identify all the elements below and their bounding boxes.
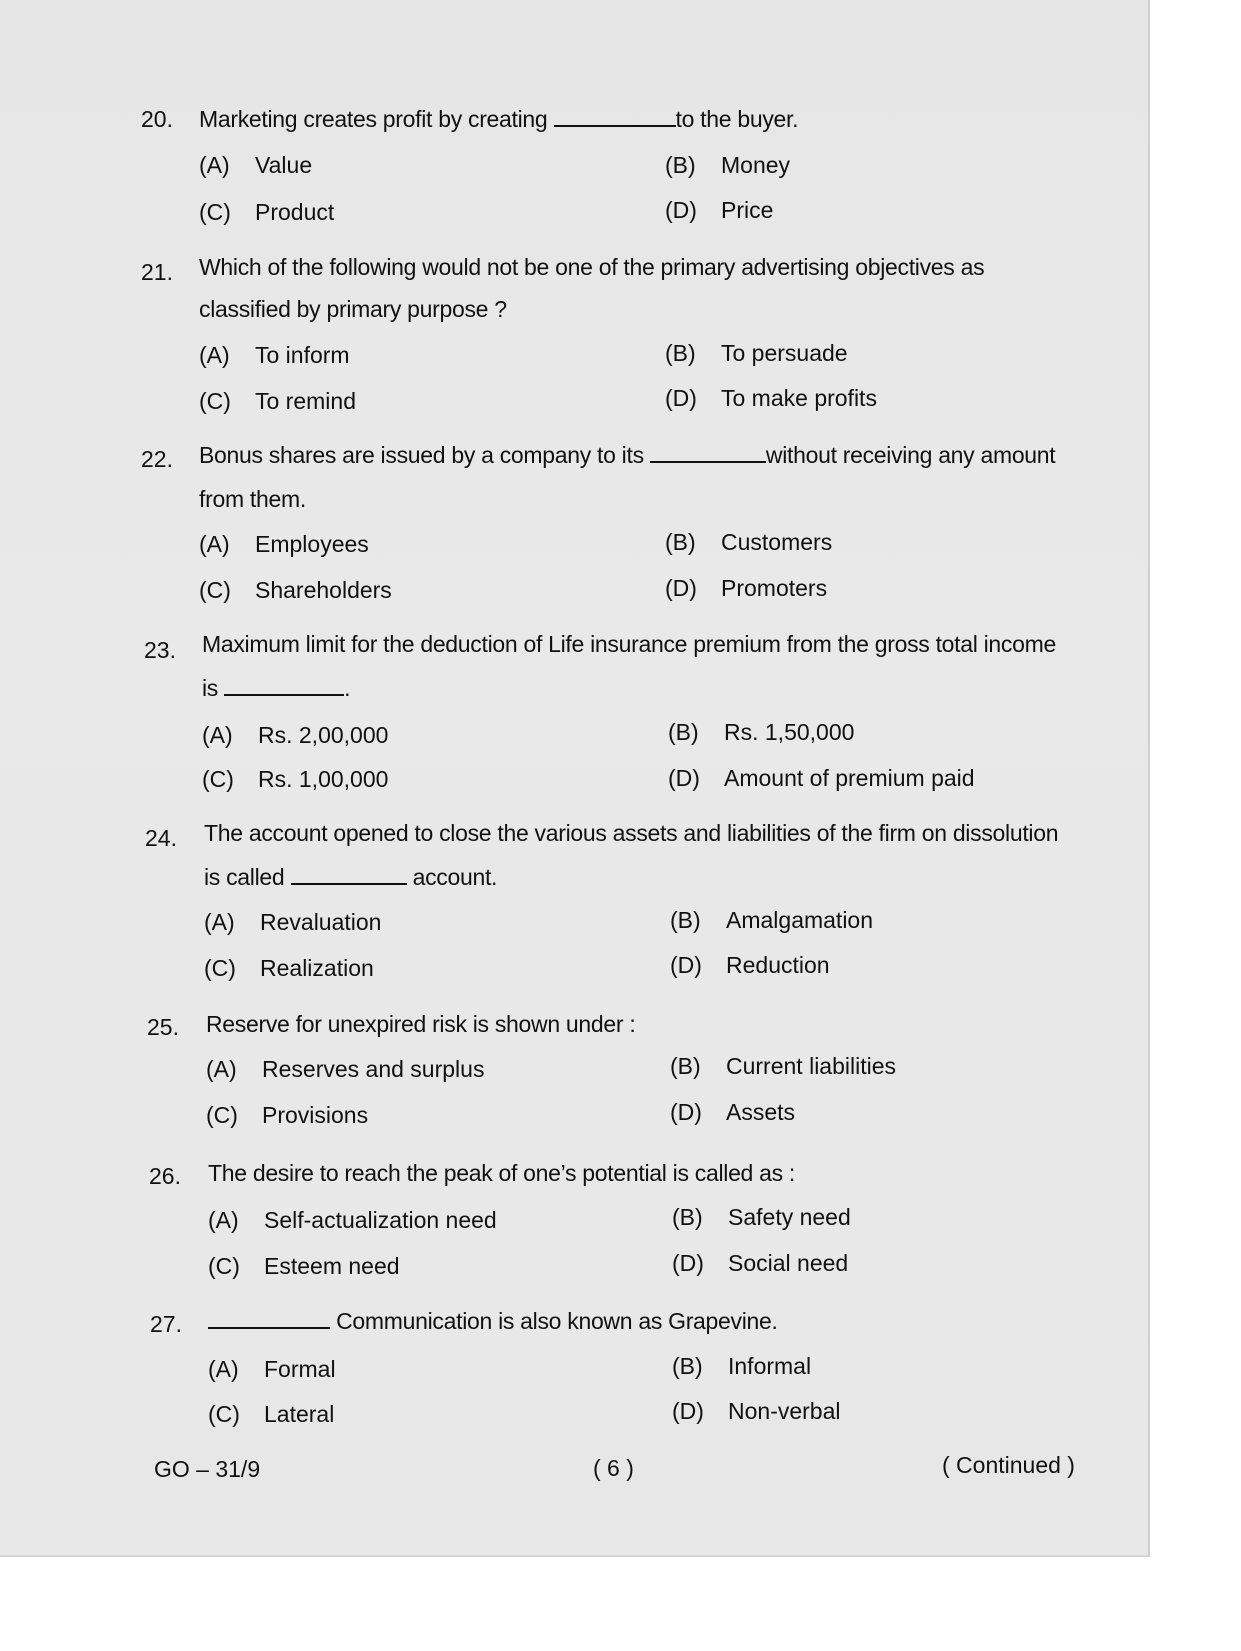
option-a bbox=[199, 531, 369, 558]
option-label: (C) bbox=[208, 1401, 240, 1427]
option-text: Amount of premium paid bbox=[724, 765, 975, 791]
option-a bbox=[206, 1056, 484, 1083]
option-label: (D) bbox=[665, 385, 697, 411]
question-text-line1 bbox=[208, 1308, 778, 1335]
option-text: Reduction bbox=[726, 952, 830, 978]
question-number: 25. bbox=[147, 1014, 179, 1040]
option-label: (D) bbox=[665, 575, 697, 601]
option-label: (C) bbox=[202, 766, 234, 792]
option-label: (A) bbox=[204, 909, 235, 935]
option-d bbox=[665, 385, 877, 412]
question-text-part: Marketing creates profit by creating bbox=[199, 106, 548, 132]
option-label: (A) bbox=[208, 1207, 239, 1233]
option-b bbox=[665, 152, 790, 179]
option-text: Current liabilities bbox=[726, 1053, 897, 1079]
option-text: To persuade bbox=[721, 340, 848, 366]
option-d bbox=[670, 952, 830, 979]
option-label: (B) bbox=[665, 529, 696, 555]
option-a bbox=[204, 909, 381, 936]
option-text: Non-verbal bbox=[728, 1398, 841, 1424]
option-c bbox=[202, 766, 388, 793]
question-number: 23. bbox=[144, 637, 176, 663]
option-text: Reserves and surplus bbox=[262, 1056, 485, 1082]
question-text-line2 bbox=[202, 675, 350, 702]
option-label: (C) bbox=[206, 1102, 238, 1128]
option-label: (B) bbox=[665, 152, 696, 178]
option-label: (B) bbox=[668, 719, 699, 745]
option-a bbox=[208, 1356, 336, 1383]
option-b bbox=[670, 1053, 896, 1080]
question-text-line1: The account opened to close the various assets and liabilities of the firm on dissolution bbox=[204, 820, 1059, 846]
option-text: Amalgamation bbox=[726, 907, 874, 933]
option-b bbox=[665, 529, 832, 556]
option-text: Safety need bbox=[728, 1204, 851, 1230]
question-text-line2: classified by primary purpose ? bbox=[199, 296, 507, 322]
question-text-line1: Which of the following would not be one of the primary advertising objectives as bbox=[199, 254, 985, 280]
answer-blank bbox=[224, 676, 344, 696]
option-d bbox=[672, 1398, 841, 1425]
question-text-part: Bonus shares are issued by a company to its bbox=[199, 442, 644, 468]
option-text: Product bbox=[255, 199, 335, 225]
option-label: (D) bbox=[672, 1398, 704, 1424]
option-c bbox=[199, 388, 356, 415]
option-c bbox=[208, 1253, 400, 1280]
option-text: Informal bbox=[728, 1353, 812, 1379]
question-text-part: account. bbox=[412, 864, 498, 890]
option-label: (D) bbox=[670, 1099, 702, 1125]
option-text: Revaluation bbox=[260, 909, 382, 935]
answer-blank bbox=[650, 443, 766, 463]
option-b bbox=[672, 1353, 811, 1380]
question-text-line1: Maximum limit for the deduction of Life insurance premium from the gross total income bbox=[202, 631, 1056, 657]
option-label: (A) bbox=[206, 1056, 237, 1082]
option-text: To make profits bbox=[721, 385, 877, 411]
paper-code: GO – 31/9 bbox=[154, 1456, 261, 1482]
page-number: ( 6 ) bbox=[593, 1455, 634, 1481]
option-label: (C) bbox=[204, 955, 236, 981]
option-label: (D) bbox=[665, 197, 697, 223]
question-text-line2: from them. bbox=[199, 486, 306, 512]
question-text-part: is called bbox=[204, 864, 285, 890]
option-b bbox=[665, 340, 848, 367]
option-label: (C) bbox=[199, 577, 231, 603]
question-number: 27. bbox=[150, 1311, 182, 1337]
question-text-line2 bbox=[204, 864, 497, 891]
option-text: Formal bbox=[264, 1356, 336, 1382]
option-text: Rs. 2,00,000 bbox=[258, 722, 389, 748]
answer-blank bbox=[291, 865, 407, 885]
option-c bbox=[208, 1401, 334, 1428]
option-c bbox=[206, 1102, 368, 1129]
option-c bbox=[199, 577, 392, 604]
option-label: (A) bbox=[199, 342, 230, 368]
option-b bbox=[672, 1204, 851, 1231]
option-text: Money bbox=[721, 152, 791, 178]
option-text: Provisions bbox=[262, 1102, 369, 1128]
option-text: Lateral bbox=[264, 1401, 335, 1427]
question-text-line1: Reserve for unexpired risk is shown under : bbox=[206, 1011, 636, 1037]
option-b bbox=[668, 719, 854, 746]
option-text: Promoters bbox=[721, 575, 828, 601]
option-label: (A) bbox=[199, 152, 230, 178]
option-a bbox=[199, 342, 350, 369]
question-number: 20. bbox=[141, 106, 173, 132]
question-text-part: is bbox=[202, 675, 219, 701]
option-c bbox=[199, 199, 334, 226]
answer-blank bbox=[208, 1309, 330, 1329]
question-number: 26. bbox=[149, 1163, 181, 1189]
option-label: (B) bbox=[670, 1053, 701, 1079]
option-text: Customers bbox=[721, 529, 833, 555]
question-text-part: Communication is also known as Grapevine. bbox=[336, 1308, 778, 1334]
option-label: (C) bbox=[208, 1253, 240, 1279]
option-text: Rs. 1,00,000 bbox=[258, 766, 389, 792]
option-text: Shareholders bbox=[255, 577, 392, 603]
question-text-part: . bbox=[344, 675, 351, 701]
question-text bbox=[199, 106, 798, 133]
question-number: 22. bbox=[141, 446, 173, 472]
question-text-part: without receiving any amount bbox=[765, 442, 1056, 468]
question-number: 24. bbox=[145, 825, 177, 851]
option-d bbox=[668, 765, 975, 792]
question-text-line1: The desire to reach the peak of one’s potential is called as : bbox=[208, 1160, 796, 1186]
option-text: Value bbox=[255, 152, 313, 178]
question-text-line1 bbox=[199, 442, 1055, 469]
option-label: (D) bbox=[668, 765, 700, 791]
question-text-part: to the buyer. bbox=[675, 106, 799, 132]
option-a bbox=[199, 152, 312, 179]
continued-label: ( Continued ) bbox=[942, 1452, 1075, 1478]
option-c bbox=[204, 955, 374, 982]
option-a bbox=[208, 1207, 497, 1234]
option-label: (D) bbox=[672, 1250, 704, 1276]
option-b bbox=[670, 907, 873, 934]
option-text: Assets bbox=[726, 1099, 796, 1125]
option-label: (B) bbox=[672, 1204, 703, 1230]
option-text: Rs. 1,50,000 bbox=[724, 719, 855, 745]
option-label: (B) bbox=[670, 907, 701, 933]
option-label: (C) bbox=[199, 388, 231, 414]
option-label: (B) bbox=[672, 1353, 703, 1379]
option-label: (C) bbox=[199, 199, 231, 225]
option-a bbox=[202, 722, 388, 749]
answer-blank bbox=[554, 107, 676, 127]
option-text: To remind bbox=[255, 388, 356, 414]
option-text: To inform bbox=[255, 342, 350, 368]
option-text: Realization bbox=[260, 955, 374, 981]
option-d bbox=[665, 197, 773, 224]
option-label: (A) bbox=[208, 1356, 239, 1382]
option-text: Employees bbox=[255, 531, 369, 557]
option-label: (A) bbox=[202, 722, 233, 748]
option-text: Self-actualization need bbox=[264, 1207, 497, 1233]
question-number: 21. bbox=[141, 259, 173, 285]
option-d bbox=[670, 1099, 795, 1126]
option-label: (B) bbox=[665, 340, 696, 366]
option-d bbox=[665, 575, 827, 602]
option-d bbox=[672, 1250, 848, 1277]
option-text: Esteem need bbox=[264, 1253, 400, 1279]
option-label: (A) bbox=[199, 531, 230, 557]
option-text: Social need bbox=[728, 1250, 849, 1276]
option-text: Price bbox=[721, 197, 774, 223]
option-label: (D) bbox=[670, 952, 702, 978]
